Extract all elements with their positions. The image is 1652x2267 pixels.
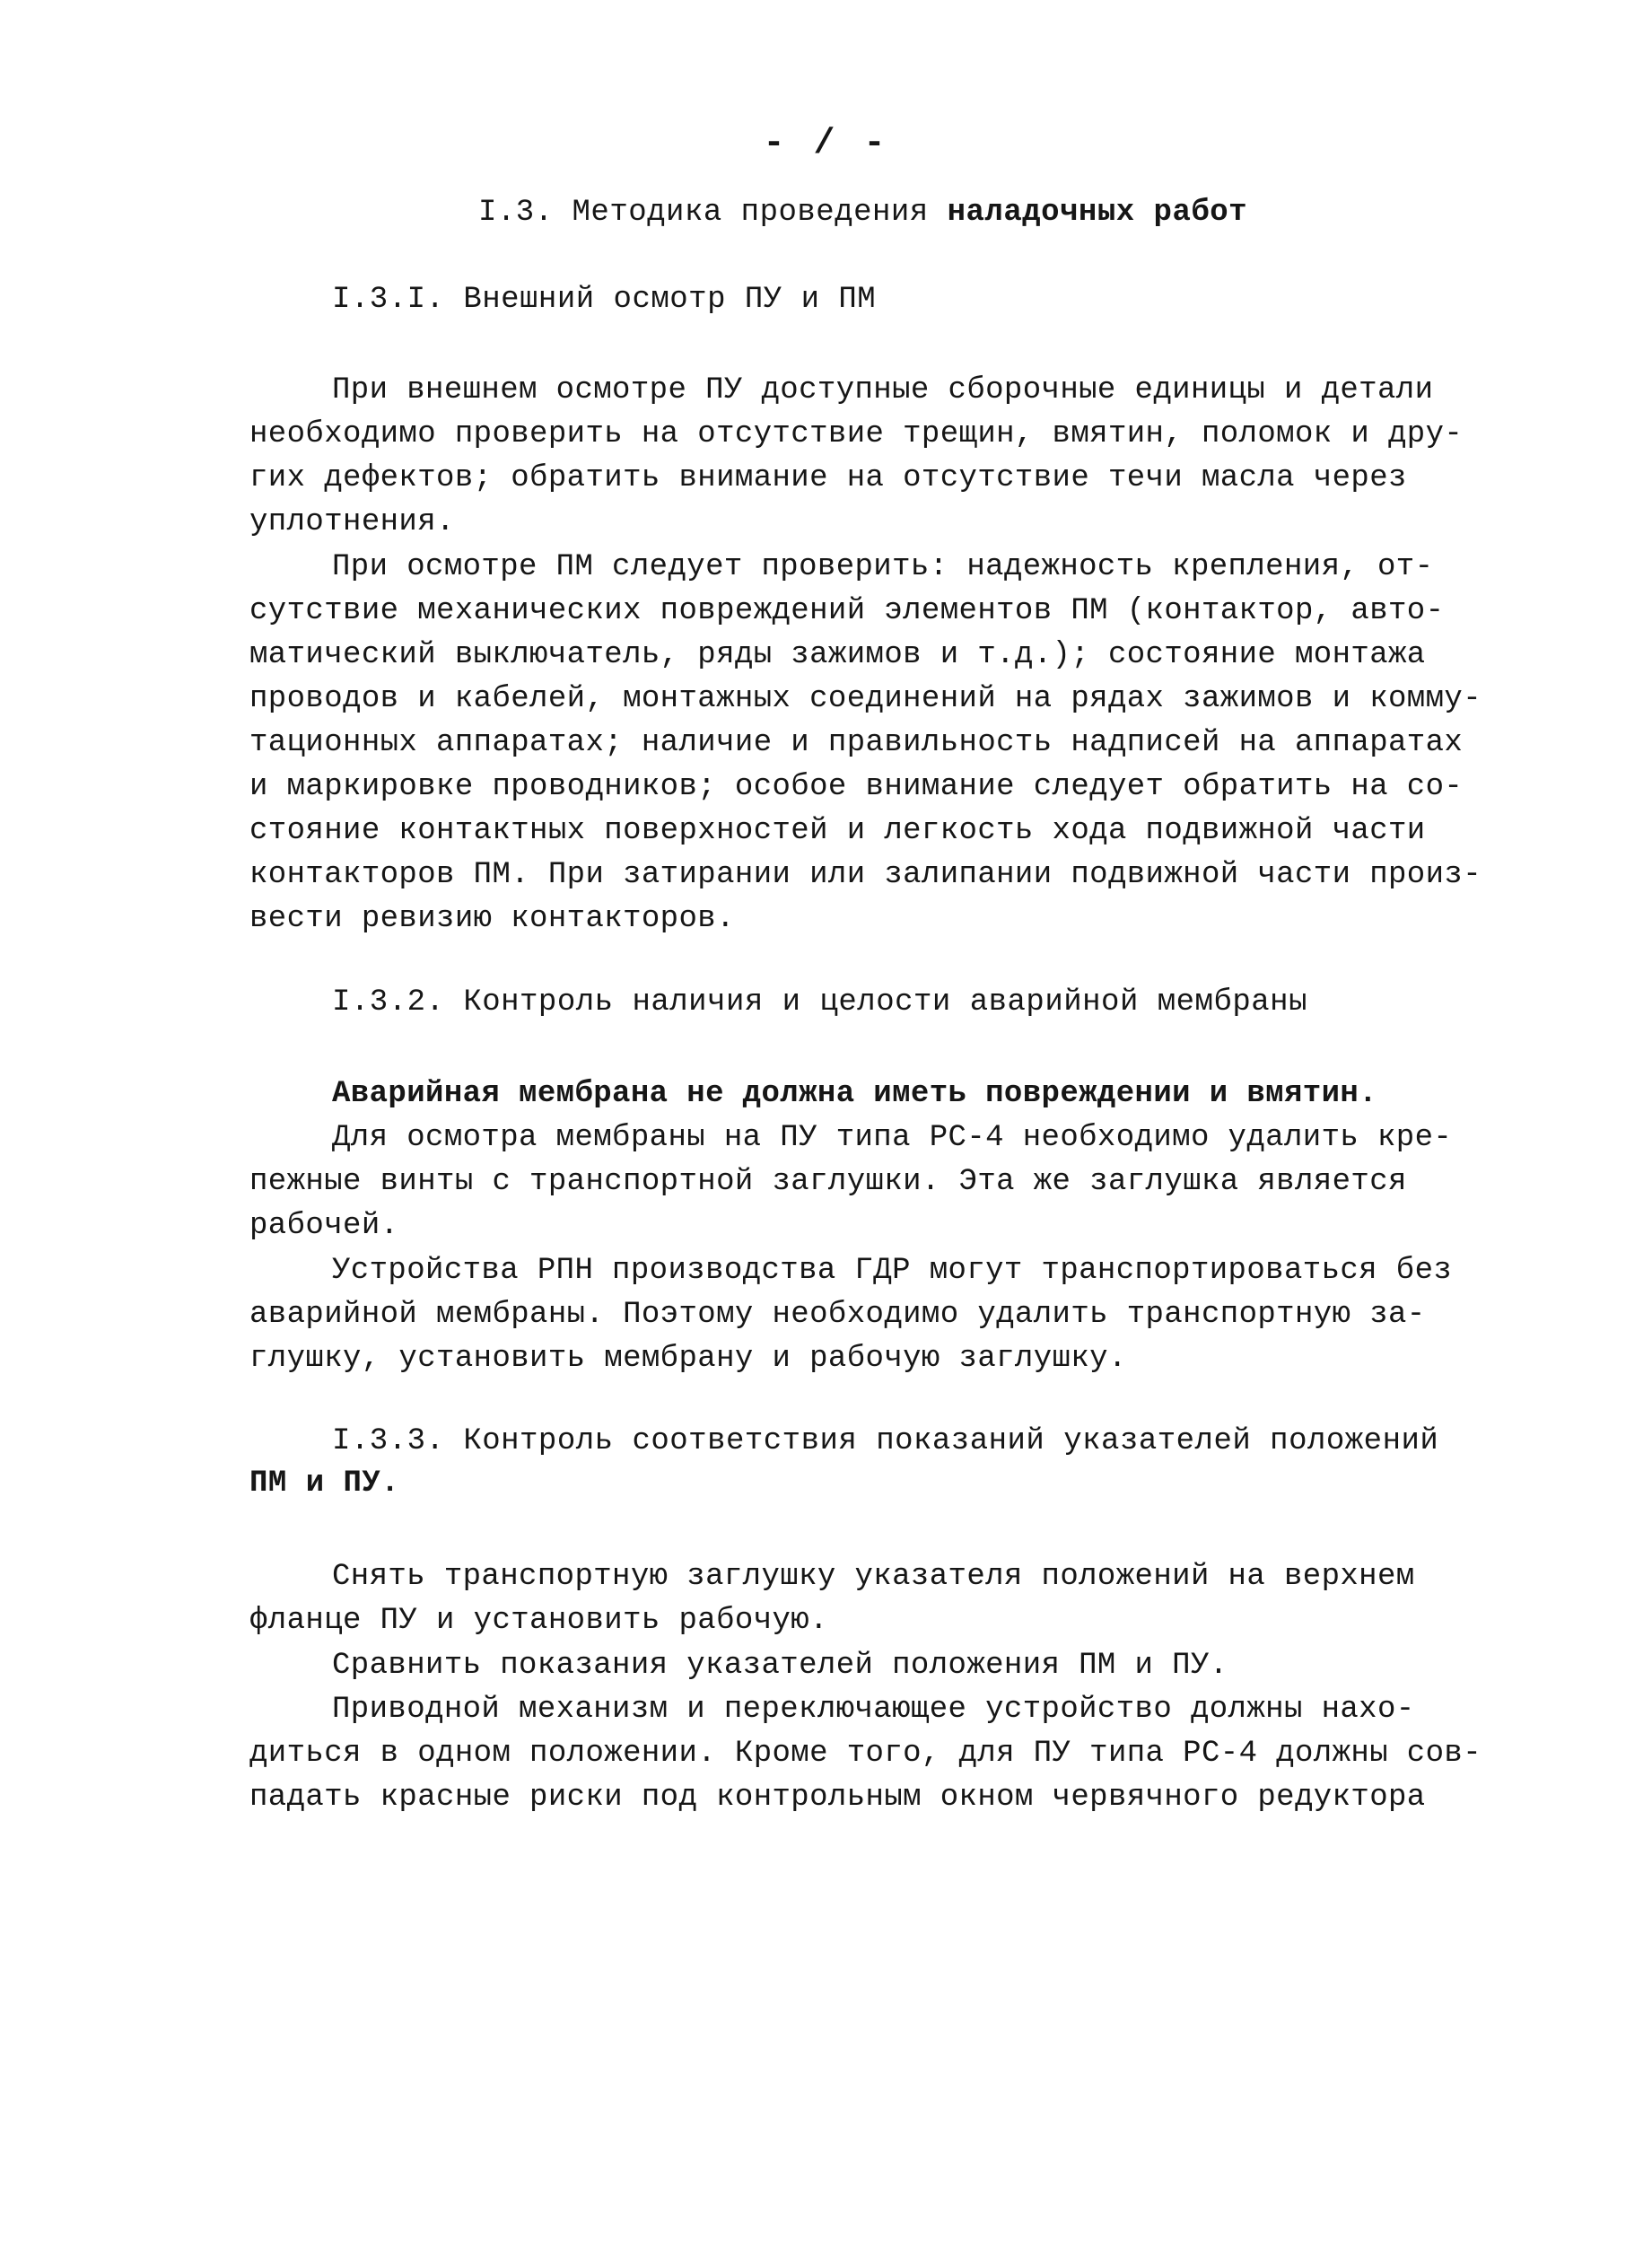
text-line: вести ревизию контакторов. [249,902,735,936]
text-line: проводов и кабелей, монтажных соединений на рядах зажимов и комму- [249,682,1482,716]
text-line: фланце ПУ и установить рабочую. [249,1604,828,1638]
section-title [478,196,1247,230]
text-line: глушку, установить мембрану и рабочую заглушку. [249,1342,1127,1376]
text-line: Аварийная мембрана не должна иметь повреждении и вмятин. [332,1077,1377,1111]
section-title-regular: Методика проведения [572,196,929,230]
text-line: сутствие механических повреждений элементов ПМ (контактор, авто- [249,594,1445,628]
text-line: пежные винты с транспортной заглушки. Эта же заглушка является [249,1165,1407,1199]
text-line: При осмотре ПМ следует проверить: надежность крепления, от- [332,550,1434,584]
text-line: необходимо проверить на отсутствие трещин, вмятин, поломок и дру- [249,417,1464,451]
text-line: рабочей. [249,1209,399,1243]
text-line: аварийной мембраны. Поэтому необходимо удалить транспортную за- [249,1298,1426,1332]
subsection-1-heading: I.3.I. Внешний осмотр ПУ и ПМ [332,283,877,317]
subsection-2-heading: I.3.2. Контроль наличия и целости аварийной мембраны [332,985,1307,1020]
subsection-3-paragraph-2 [249,1644,1425,1688]
text-line: и маркировке проводников; особое внимание следует обратить на со- [249,770,1464,804]
subsection-3-paragraph-1 [249,1555,1425,1643]
text-line: гих дефектов; обратить внимание на отсутствие течи масла через [249,461,1407,495]
subsection-1-paragraph-1 [249,369,1464,545]
text-line: Для осмотра мембраны на ПУ типа РС-4 необходимо удалить кре- [332,1121,1453,1155]
subsection-1-paragraph-2 [249,546,1482,941]
text-line: тационных аппаратах; наличие и правильность надписей на аппаратах [249,726,1464,760]
text-line: Устройства РПН производства ГДР могут транспортироваться без [332,1254,1453,1288]
subsection-2-paragraph-2 [249,1116,1453,1248]
subsection-3-heading: I.3.3. Контроль соответствия показаний указателей положений [332,1424,1439,1458]
section-number: I.3. [478,196,554,230]
text-line: стояние контактных поверхностей и легкость хода подвижной части [249,814,1426,848]
subsection-2-paragraph-3 [249,1249,1453,1381]
subsection-2-paragraph-1 [249,1072,1425,1116]
page-number: - / - [763,124,889,164]
subsection-3-paragraph-3 [249,1688,1482,1820]
text-line: контакторов ПМ. При затирании или залипании подвижной части произ- [249,858,1482,892]
section-title-bold: наладочных работ [947,196,1248,230]
text-line: матический выключатель, ряды зажимов и т.д.); состояние монтажа [249,638,1426,672]
text-line: Приводной механизм и переключающее устройство должны нахо- [332,1693,1415,1727]
subsection-3-heading-continuation: ПМ и ПУ. [249,1466,400,1501]
text-line: уплотнения. [249,505,455,539]
text-line: падать красные риски под контрольным окном червячного редуктора [249,1781,1426,1815]
text-line: Снять транспортную заглушку указателя положений на верхнем [332,1560,1415,1594]
text-line: При внешнем осмотре ПУ доступные сборочные единицы и детали [332,373,1434,407]
text-line: диться в одном положении. Кроме того, для ПУ типа РС-4 должны сов- [249,1737,1482,1771]
text-line: Сравнить показания указателей положения ПМ и ПУ. [332,1649,1228,1683]
